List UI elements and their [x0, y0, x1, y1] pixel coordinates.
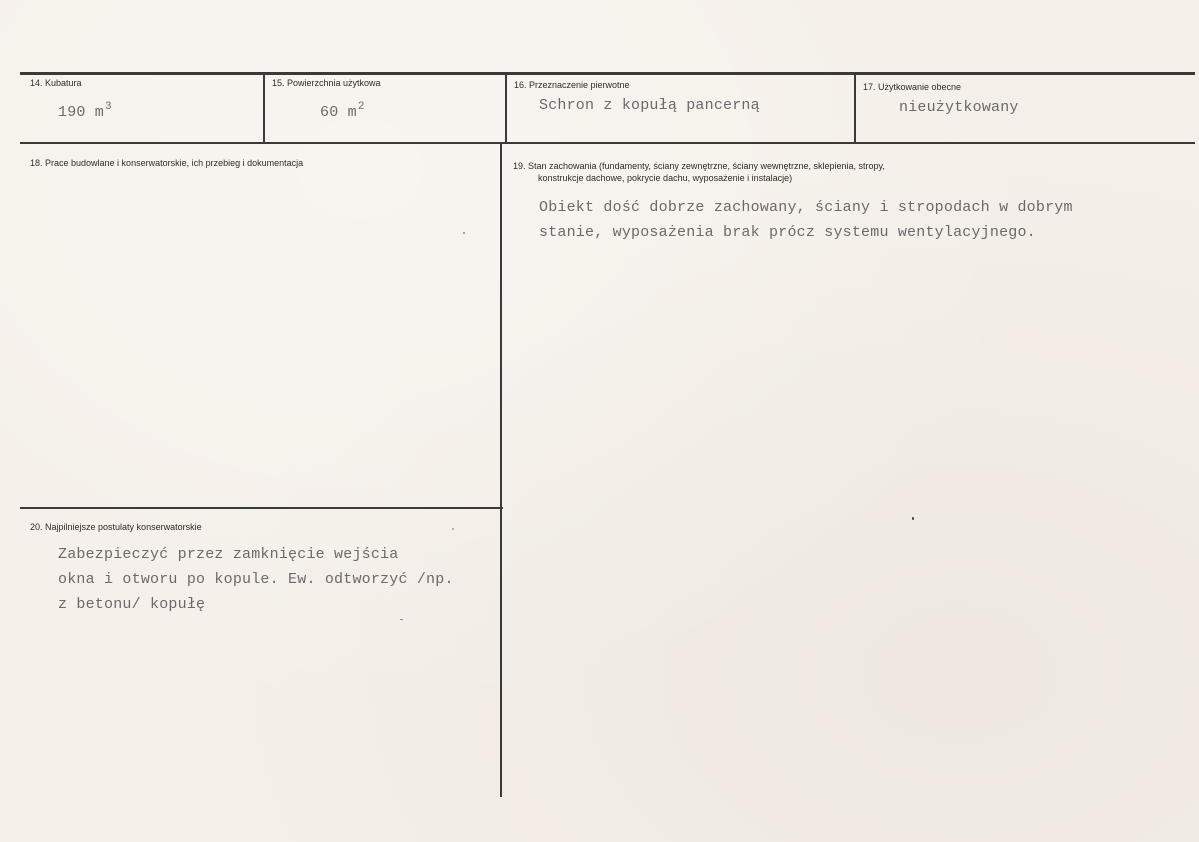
field-20-text-line3: z betonu/ kopułę: [58, 596, 206, 613]
field-15-label: 15. Powierzchnia użytkowa: [272, 78, 381, 88]
field-16-label: 16. Przeznaczenie pierwotne: [514, 80, 630, 90]
field-20-label: 20. Najpilniejsze postulaty konserwatorskie: [30, 522, 202, 532]
field-14-value: [58, 101, 112, 125]
paper-speck: [400, 619, 403, 620]
divider-16-17: [854, 74, 856, 143]
divider-15-16: [505, 74, 507, 143]
field-16-value: Schron z kopułą pancerną: [539, 97, 760, 114]
field-14-unit-exponent: 3: [105, 101, 112, 113]
field-19-label-line1: 19. Stan zachowania (fundamenty, ściany zewnętrzne, ściany wewnętrzne, sklepienia, stropy,: [513, 161, 885, 171]
field-15-value: [320, 101, 365, 125]
field-17-value: nieużytkowany: [899, 99, 1019, 116]
paper-speck: [912, 517, 914, 520]
field-17-label: 17. Użytkowanie obecne: [863, 82, 962, 92]
field-20-text-line1: Zabezpieczyć przez zamknięcie wejścia: [58, 546, 399, 563]
field-14-label: 14. Kubatura: [30, 78, 82, 88]
paper-speck: [463, 232, 465, 234]
field-20-text-line2: okna i otworu po kopule. Ew. odtworzyć /np.: [58, 571, 454, 588]
top-rule: [20, 72, 1195, 75]
field-19-text-line1: Obiekt dość dobrze zachowany, ściany i stropodach w dobrym: [539, 199, 1073, 216]
divider-14-15: [263, 74, 265, 143]
field-19-label-line2: konstrukcje dachowe, pokrycie dachu, wyposażenie i instalacje): [538, 173, 793, 183]
field-15-unit-exponent: 2: [357, 101, 365, 113]
paper-speck: [452, 528, 454, 530]
divider-left-right-column: [500, 143, 502, 797]
section18-bottom-rule: [20, 507, 503, 509]
field-15-value-text: 60 m: [320, 104, 357, 121]
field-18-label: 18. Prace budowlane i konserwatorskie, ich przebieg i dokumentacja: [30, 158, 304, 168]
row1-bottom-rule: [20, 142, 1195, 144]
field-14-value-text: 190 m: [58, 104, 105, 121]
field-19-text-line2: stanie, wyposażenia brak prócz systemu wentylacyjnego.: [539, 224, 1036, 241]
